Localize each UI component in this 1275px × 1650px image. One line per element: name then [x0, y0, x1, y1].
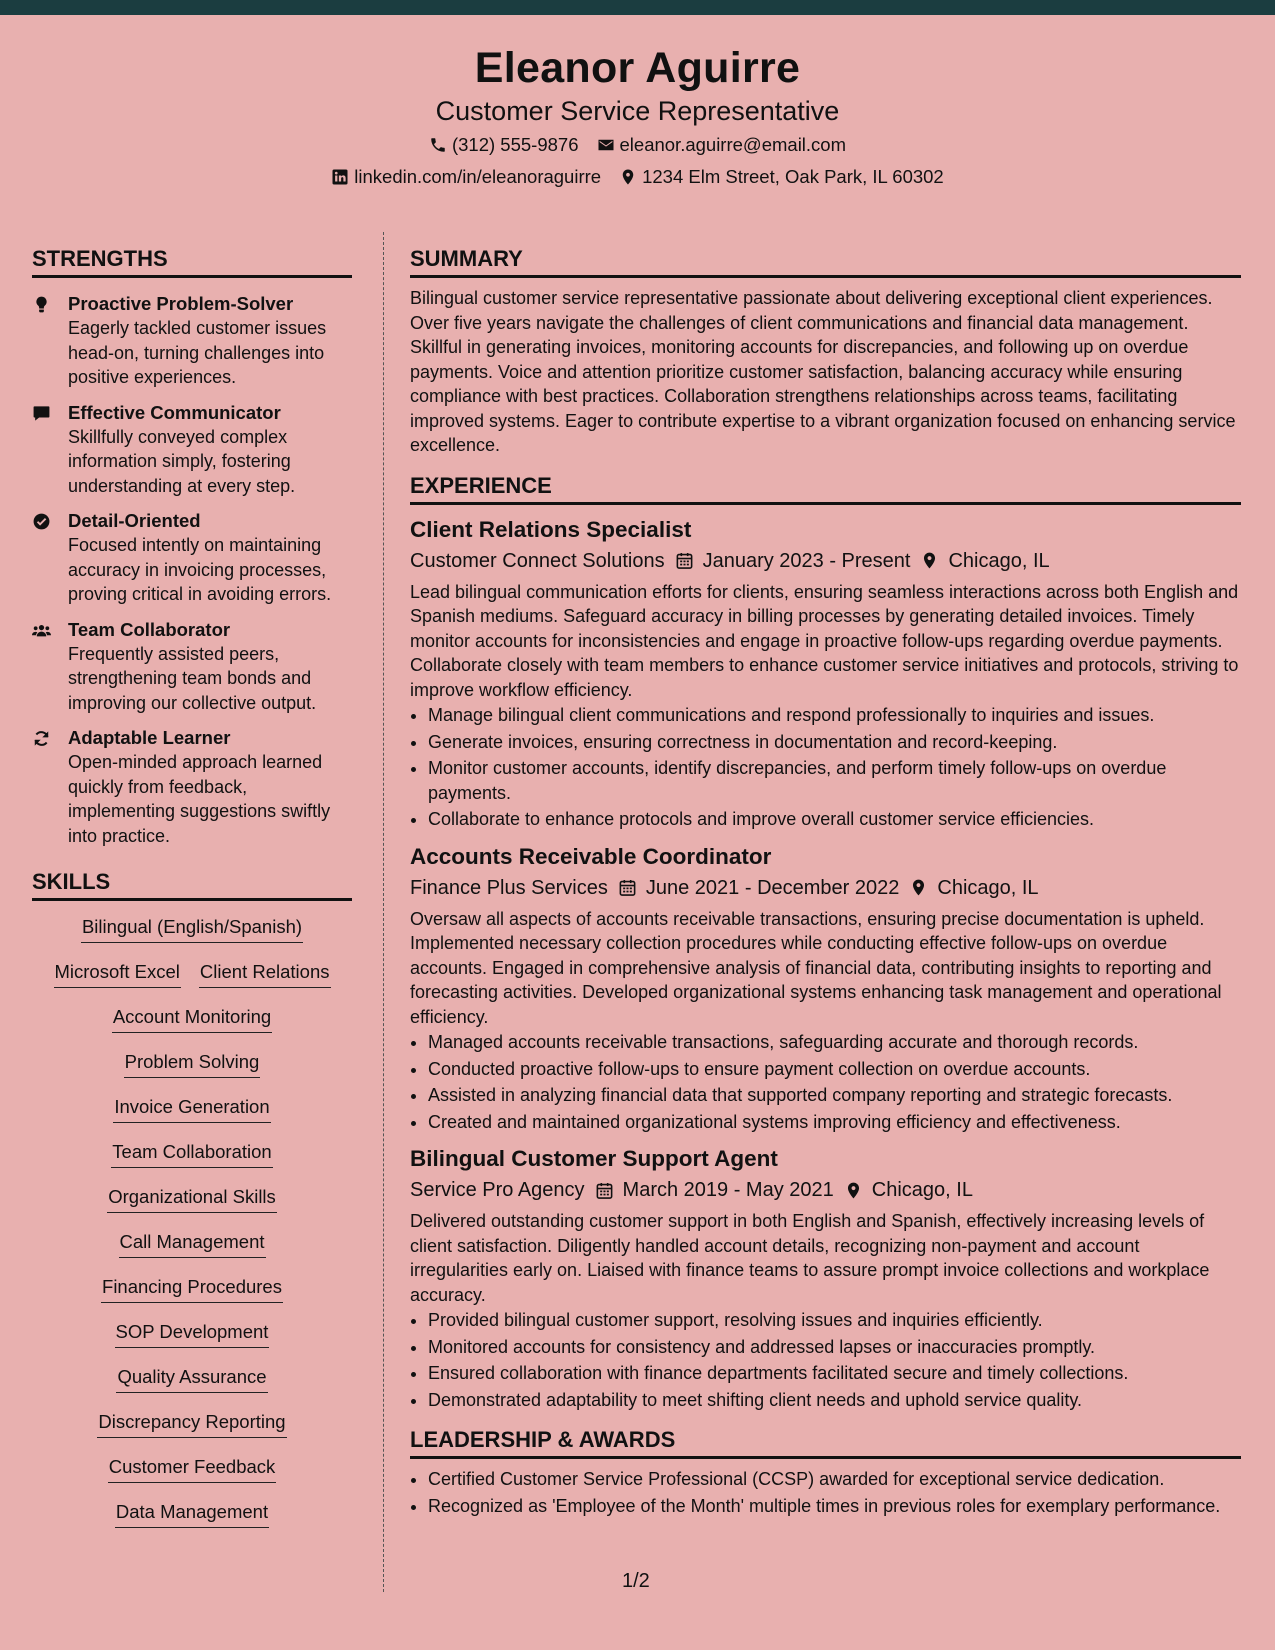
skills-heading: SKILLS [32, 868, 352, 901]
phone-text: (312) 555-9876 [451, 134, 579, 155]
job-meta [410, 874, 1241, 902]
skill-row [32, 1004, 352, 1049]
strength-title: Effective Communicator [68, 401, 281, 423]
job-dates [595, 1176, 834, 1204]
strength-desc: Frequently assisted peers, strengthening team bonds and improving our collective output. [68, 643, 317, 713]
linkedin-contact[interactable] [331, 164, 601, 190]
strength-item [32, 401, 352, 499]
strengths-list [32, 292, 352, 848]
job-location-text: Chicago, IL [948, 549, 1050, 572]
map-pin-icon [909, 878, 928, 897]
skill-tag: SOP Development [115, 1319, 270, 1348]
job-bullet: • Created and maintained organizational systems improving efficiency and effectiveness. [428, 1110, 1241, 1135]
skill-row [32, 1499, 352, 1544]
job-bullets [410, 703, 1241, 832]
job-bullet: • Managed accounts receivable transactions, safeguarding accurate and thorough records. [428, 1030, 1241, 1055]
skill-row [32, 1139, 352, 1184]
job-location-text: Chicago, IL [937, 876, 1039, 899]
job-dates-text: June 2021 - December 2022 [645, 876, 900, 899]
right-column [410, 245, 1241, 1520]
strength-title: Adaptable Learner [68, 727, 231, 748]
skill-tag: Account Monitoring [112, 1004, 272, 1033]
job-bullet: • Ensured collaboration with finance departments facilitated secure and timely collections. [428, 1361, 1241, 1386]
job-bullet: • Assisted in analyzing financial data that supported company reporting and strategic forecasts. [428, 1083, 1241, 1108]
job-bullet: • Provided bilingual customer support, resolving issues and inquiries efficiently. [428, 1308, 1241, 1333]
strength-title: Proactive Problem-Solver [68, 293, 294, 314]
strength-item [32, 726, 352, 848]
email-text: eleanor.aguirre@email.com [619, 134, 846, 155]
candidate-title: Customer Service Representative [435, 96, 840, 126]
skill-tag: Financing Procedures [101, 1274, 283, 1303]
job-title: Client Relations Specialist [410, 516, 692, 542]
page-number: 1/2 [622, 1570, 650, 1592]
skill-row [32, 1229, 352, 1274]
skill-tag: Organizational Skills [107, 1184, 277, 1213]
strength-desc: Open-minded approach learned quickly from feedback, implementing suggestions swiftly into practice. [68, 752, 331, 846]
skill-row [32, 1049, 352, 1094]
job-company: Finance Plus Services [410, 876, 608, 899]
job-dates [675, 547, 911, 575]
calendar-icon [618, 878, 637, 897]
map-pin-icon [920, 551, 939, 570]
awards-list [410, 1467, 1241, 1518]
address-contact [619, 164, 944, 190]
job-entry [410, 842, 1241, 1135]
strength-body [68, 618, 352, 716]
job-meta [410, 547, 1241, 575]
phone-contact [429, 132, 579, 158]
contact-row-2 [0, 164, 1275, 190]
strength-body [68, 401, 352, 499]
job-company: Customer Connect Solutions [410, 549, 665, 572]
job-title: Accounts Receivable Coordinator [410, 843, 772, 869]
linkedin-text: linkedin.com/in/eleanoraguirre [354, 166, 602, 187]
skill-row [32, 1274, 352, 1319]
phone-icon [429, 136, 447, 154]
strength-title: Detail-Oriented [68, 510, 201, 531]
strengths-heading: STRENGTHS [32, 245, 352, 278]
skill-row [32, 1319, 352, 1364]
skill-tag: Invoice Generation [113, 1094, 270, 1123]
job-bullets [410, 1030, 1241, 1134]
job-bullet: • Monitor customer accounts, identify discrepancies, and perform timely follow-ups on overdue payments. [428, 756, 1241, 805]
refresh-icon [32, 726, 68, 848]
experience-heading: EXPERIENCE [410, 472, 1241, 505]
job-location [909, 874, 1038, 902]
map-pin-icon [844, 1181, 863, 1200]
skill-row [32, 1094, 352, 1139]
skill-tag: Team Collaboration [111, 1139, 272, 1168]
skill-row [32, 1454, 352, 1499]
strength-desc: Eagerly tackled customer issues head-on, turning challenges into positive experiences. [68, 318, 327, 387]
strength-desc: Focused intently on maintaining accuracy in invoicing processes, proving critical in avoiding errors. [68, 535, 332, 604]
job-bullets [410, 1308, 1241, 1412]
skills-list [32, 914, 352, 1544]
job-bullet: • Manage bilingual client communications and respond professionally to inquiries and issues. [428, 703, 1241, 728]
skill-tag: Bilingual (English/Spanish) [81, 914, 303, 943]
skill-tag: Microsoft Excel [54, 959, 181, 988]
job-description: Lead bilingual communication efforts for clients, ensuring seamless interactions across both English and Spanish mediums. Safeguard accuracy in billing processes by generating detailed invoices. Timely monitor accounts for inconsistencies and engage in proactive follow-ups regarding overdue payments. Collaborate closely with team members to enhance customer service initiatives and protocols, striving to improve workflow efficiency. [410, 581, 1239, 700]
job-bullet: • Collaborate to enhance protocols and improve overall customer service efficiencies. [428, 807, 1241, 832]
job-location [844, 1176, 973, 1204]
award-item: • Recognized as 'Employee of the Month' multiple times in previous roles for exemplary performance. [428, 1494, 1241, 1519]
job-entry [410, 515, 1241, 832]
skill-row [32, 959, 352, 1004]
award-item: • Certified Customer Service Professional (CCSP) awarded for exceptional service dedication. [428, 1467, 1241, 1492]
job-title: Bilingual Customer Support Agent [410, 1146, 778, 1171]
contact-row-1 [0, 132, 1275, 158]
job-description: Delivered outstanding customer support in both English and Spanish, effectively increasing levels of client satisfaction. Diligently handled account details, recognizing non-payment and account irregularities early on. Liaised with finance teams to assure prompt invoice collections and workplace accuracy. [410, 1211, 1210, 1305]
job-dates-text: March 2019 - May 2021 [622, 1179, 834, 1201]
strength-item [32, 618, 352, 716]
users-icon [32, 618, 68, 716]
job-dates [618, 874, 900, 902]
skill-row [32, 1364, 352, 1409]
skill-row [32, 914, 352, 959]
skill-row [32, 1184, 352, 1229]
column-divider [383, 232, 384, 1592]
strength-item [32, 509, 352, 607]
lightbulb-icon [32, 292, 68, 390]
email-contact[interactable] [597, 132, 847, 158]
top-bar [0, 0, 1275, 15]
job-company: Service Pro Agency [410, 1179, 585, 1201]
job-dates-text: January 2023 - Present [702, 549, 911, 572]
job-bullet: • Demonstrated adaptability to meet shifting client needs and uphold service quality. [428, 1388, 1241, 1413]
skill-tag: Data Management [115, 1499, 269, 1528]
resume-header [0, 15, 1275, 203]
summary-text: Bilingual customer service representative passionate about delivering exceptional client experiences. Over five years navigate the challenges of client communications and financial data management. Skillful in generating invoices, monitoring accounts for discrepancies, and following up on overdue payments. Voice and attention prioritize customer satisfaction, balancing accuracy while ensuring compliance with best practices. Collaboration strengthens relationships across teams, facilitating improved systems. Eager to contribute expertise to a vibrant organization focused on enhancing service excellence. [410, 288, 1236, 455]
skill-tag: Discrepancy Reporting [97, 1409, 286, 1438]
address-text: 1234 Elm Street, Oak Park, IL 60302 [642, 166, 944, 187]
skill-tag: Customer Feedback [108, 1454, 277, 1483]
strength-body [68, 726, 352, 848]
skill-tag: Quality Assurance [116, 1364, 267, 1393]
strength-body [68, 509, 352, 607]
comment-icon [32, 401, 68, 499]
strength-title: Team Collaborator [68, 618, 231, 640]
job-bullet: • Generate invoices, ensuring correctness in documentation and record-keeping. [428, 730, 1241, 755]
strength-body [68, 292, 352, 390]
check-circle-icon [32, 509, 68, 607]
job-bullet: • Conducted proactive follow-ups to ensure payment collection on overdue accounts. [428, 1057, 1241, 1082]
skill-tag: Client Relations [199, 959, 331, 988]
summary-heading: SUMMARY [410, 245, 1241, 278]
job-bullet: • Monitored accounts for consistency and addressed lapses or inaccuracies promptly. [428, 1335, 1241, 1360]
awards-heading: LEADERSHIP & AWARDS [410, 1426, 1241, 1459]
envelope-icon [597, 136, 615, 154]
skill-tag: Problem Solving [124, 1049, 261, 1078]
job-location-text: Chicago, IL [871, 1179, 973, 1201]
calendar-icon [675, 551, 694, 570]
left-column [32, 245, 352, 1544]
map-pin-icon [619, 168, 637, 186]
job-description: Oversaw all aspects of accounts receivable transactions, ensuring precise documentation is upheld. Implemented necessary collection procedures while conducting effective follow-ups on overdue accounts. Engaged in comprehensive analysis of financial data, contributing insights to reporting and forecasting activities. Developed organizational systems enhancing task management and operational efficiency. [410, 908, 1222, 1027]
job-meta [410, 1176, 1241, 1204]
strength-item [32, 292, 352, 390]
linkedin-icon [331, 168, 349, 186]
candidate-name: Eleanor Aguirre [474, 44, 801, 92]
calendar-icon [595, 1181, 614, 1200]
skill-tag: Call Management [119, 1229, 266, 1258]
experience-list [410, 515, 1241, 1413]
job-entry [410, 1144, 1241, 1412]
job-location [920, 547, 1049, 575]
strength-desc: Skillfully conveyed complex information simply, fostering understanding at every step. [68, 426, 296, 496]
skill-row [32, 1409, 352, 1454]
